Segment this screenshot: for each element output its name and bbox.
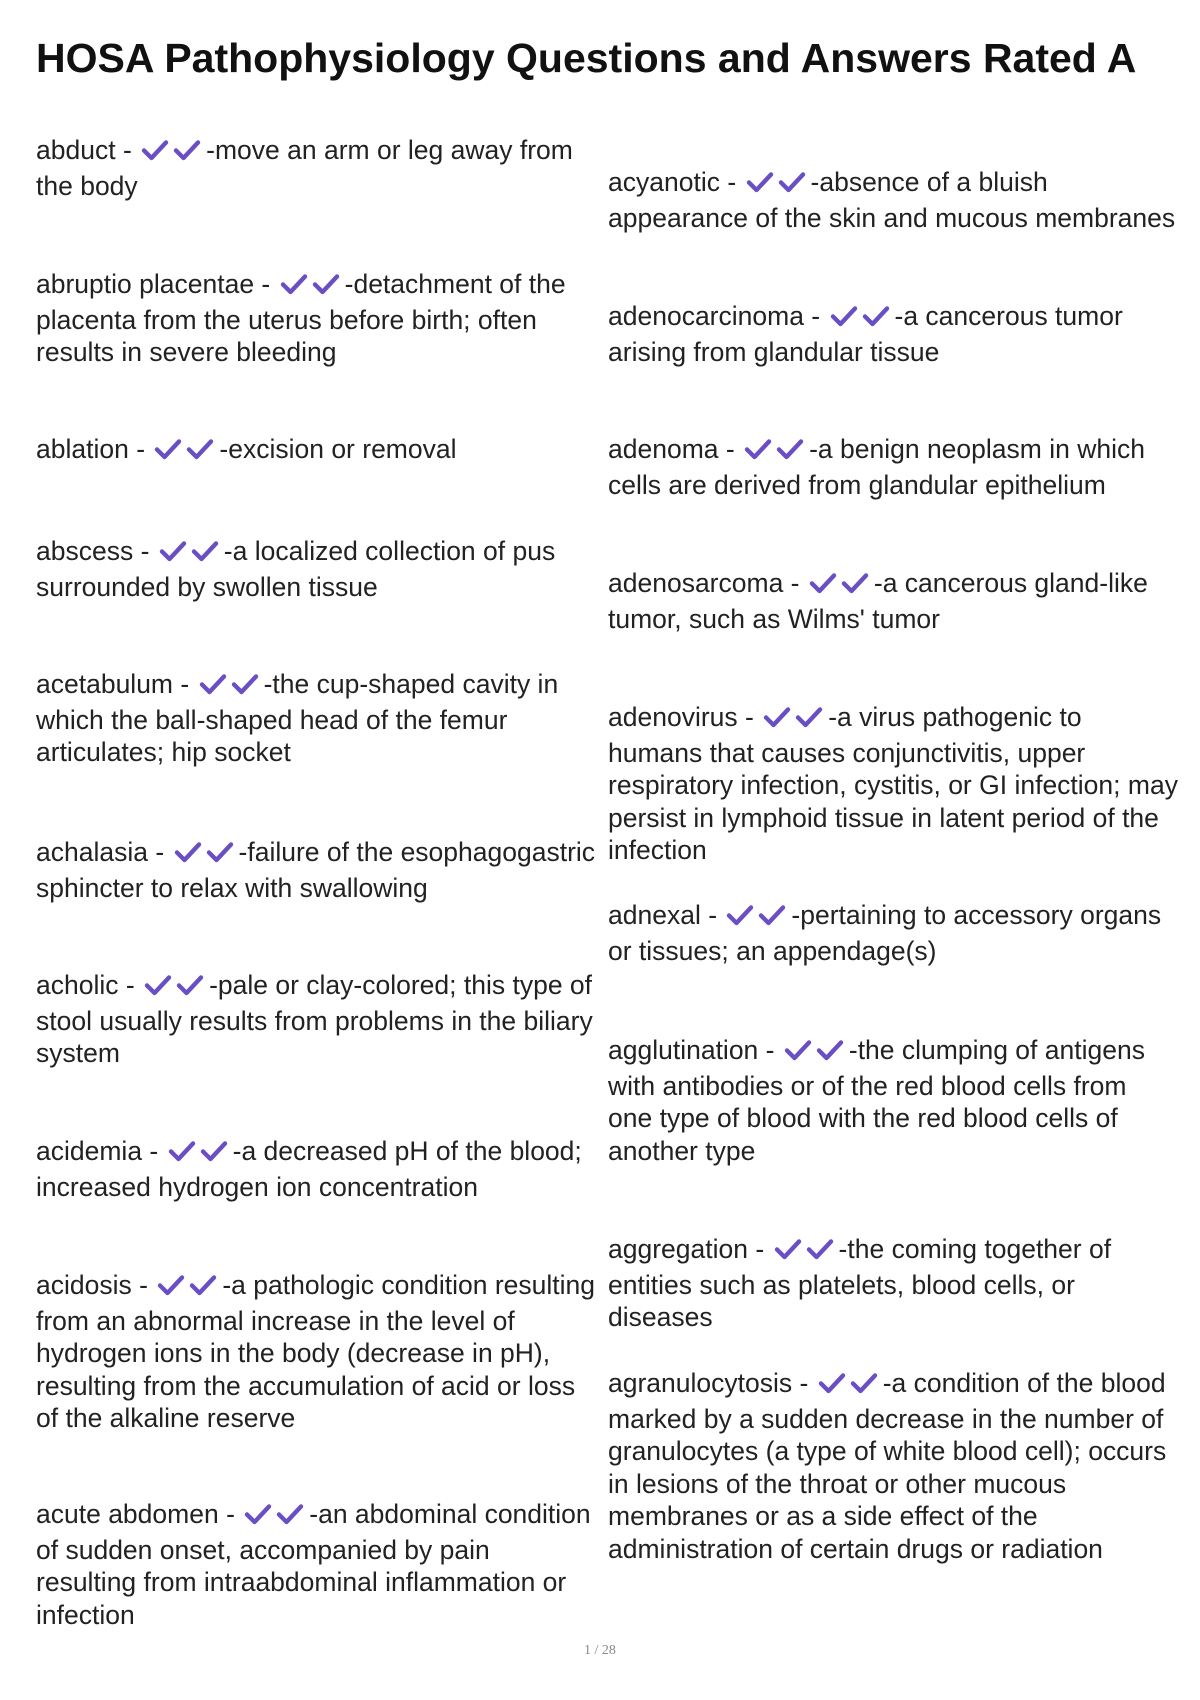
definition: a virus pathogenic to humans that causes conjunctivitis, upper respiratory infection, cystitis, or GI infection; may persist in lymphoid tissue in latent period of the infection bbox=[608, 702, 1178, 865]
term: achalasia bbox=[36, 837, 148, 867]
term: adenosarcoma bbox=[608, 568, 784, 598]
separator: - bbox=[223, 536, 233, 566]
check-icon bbox=[174, 840, 202, 864]
separator: - bbox=[133, 536, 157, 566]
separator: - bbox=[809, 434, 818, 464]
double-check-icon bbox=[159, 538, 223, 571]
list-item bbox=[36, 134, 596, 202]
term: acyanotic bbox=[608, 167, 720, 197]
term: ablation bbox=[36, 434, 129, 464]
double-check-icon bbox=[784, 1037, 848, 1070]
definition: the cup-shaped cavity in which the ball-shaped head of the femur articulates; hip socket bbox=[36, 669, 559, 767]
separator: - bbox=[791, 900, 801, 930]
check-icon bbox=[818, 1371, 846, 1395]
separator: - bbox=[309, 1499, 319, 1529]
double-check-icon bbox=[818, 1370, 882, 1403]
double-check-icon bbox=[174, 839, 238, 872]
double-check-icon bbox=[141, 137, 205, 170]
term: agranulocytosis bbox=[608, 1368, 793, 1398]
separator: - bbox=[828, 702, 838, 732]
check-icon bbox=[806, 1237, 834, 1261]
term: acetabulum bbox=[36, 669, 174, 699]
separator: - bbox=[344, 269, 354, 299]
list-item bbox=[608, 433, 1178, 501]
separator: - bbox=[128, 434, 153, 464]
check-icon bbox=[746, 170, 774, 194]
definition: a benign neoplasm in which cells are derived from glandular epithelium bbox=[608, 434, 1145, 500]
separator: - bbox=[232, 1136, 242, 1166]
check-icon bbox=[231, 672, 259, 696]
check-icon bbox=[176, 973, 204, 997]
double-check-icon bbox=[154, 436, 218, 469]
term: aggregation bbox=[608, 1234, 748, 1264]
double-check-icon bbox=[763, 704, 827, 737]
separator: - bbox=[747, 1234, 772, 1264]
separator: - bbox=[147, 837, 172, 867]
definition: failure of the esophagogastric sphincter to relax with swallowing bbox=[36, 837, 596, 903]
separator: - bbox=[783, 568, 807, 598]
separator: - bbox=[254, 269, 278, 299]
check-icon bbox=[850, 1371, 878, 1395]
list-item bbox=[36, 268, 596, 369]
check-icon bbox=[778, 170, 806, 194]
term: adenoma bbox=[608, 434, 719, 464]
definition: a decreased pH of the blood; increased hydrogen ion concentration bbox=[36, 1136, 582, 1202]
definition: a condition of the blood marked by a sudden decrease in the number of granulocytes (a type of white blood cell); occurs in lesions of the throat or other mucous membranes or as a side effect of the administration of certain drugs or radiation bbox=[608, 1368, 1167, 1564]
separator: - bbox=[792, 1368, 816, 1398]
check-icon bbox=[144, 973, 172, 997]
list-item bbox=[608, 1367, 1178, 1565]
list-item bbox=[608, 899, 1178, 967]
double-check-icon bbox=[144, 972, 208, 1005]
check-icon bbox=[206, 840, 234, 864]
check-icon bbox=[830, 304, 858, 328]
definition: a pathologic condition resulting from an abnormal increase in the level of hydrogen ions in the body (decrease in pH), resulting from the accumulation of acid or loss of the alkaline reserve bbox=[36, 1270, 596, 1433]
check-icon bbox=[795, 705, 823, 729]
list-item bbox=[608, 166, 1178, 234]
check-icon bbox=[157, 1273, 185, 1297]
separator: - bbox=[810, 167, 820, 197]
double-check-icon bbox=[830, 303, 894, 336]
check-icon bbox=[726, 903, 754, 927]
double-check-icon bbox=[168, 1138, 232, 1171]
check-icon bbox=[784, 1038, 812, 1062]
check-icon bbox=[774, 1237, 802, 1261]
term: adenocarcinoma bbox=[608, 301, 804, 331]
separator: - bbox=[142, 1136, 166, 1166]
separator: - bbox=[838, 1234, 848, 1264]
separator: - bbox=[873, 568, 883, 598]
check-icon bbox=[189, 1273, 217, 1297]
check-icon bbox=[776, 437, 804, 461]
list-item bbox=[36, 969, 596, 1070]
double-check-icon bbox=[726, 902, 790, 935]
definition: absence of a bluish appearance of the skin and mucous membranes bbox=[608, 167, 1176, 233]
term: acidosis bbox=[36, 1270, 132, 1300]
separator: - bbox=[894, 301, 904, 331]
separator: - bbox=[222, 1270, 232, 1300]
separator: - bbox=[209, 970, 218, 1000]
check-icon bbox=[862, 304, 890, 328]
check-icon bbox=[154, 437, 182, 461]
separator: - bbox=[173, 669, 197, 699]
term: adenovirus bbox=[608, 702, 738, 732]
definition: an abdominal condition of sudden onset, accompanied by pain resulting from intraabdominal inflammation or infection bbox=[36, 1499, 591, 1630]
separator: - bbox=[218, 1499, 243, 1529]
separator: - bbox=[219, 434, 229, 464]
term: acholic bbox=[36, 970, 119, 1000]
definition: a cancerous tumor arising from glandular tissue bbox=[608, 301, 1123, 367]
check-icon bbox=[816, 1038, 844, 1062]
list-item bbox=[608, 300, 1178, 368]
definition: move an arm or leg away from the body bbox=[36, 135, 573, 201]
separator: - bbox=[758, 1035, 782, 1065]
separator: - bbox=[206, 135, 215, 165]
double-check-icon bbox=[280, 271, 344, 304]
separator: - bbox=[115, 135, 140, 165]
check-icon bbox=[744, 437, 772, 461]
check-icon bbox=[159, 539, 187, 563]
check-icon bbox=[809, 571, 837, 595]
list-item bbox=[608, 1034, 1178, 1167]
check-icon bbox=[841, 571, 869, 595]
double-check-icon bbox=[774, 1236, 838, 1269]
separator: - bbox=[882, 1368, 892, 1398]
list-item bbox=[608, 567, 1178, 635]
definition: a cancerous gland-like tumor, such as Wilms' tumor bbox=[608, 568, 1148, 634]
definition: the clumping of antigens with antibodies or of the red blood cells from one type of blood with the red blood cells of another type bbox=[608, 1035, 1145, 1166]
term: abduct bbox=[36, 135, 116, 165]
double-check-icon bbox=[157, 1272, 221, 1305]
term: acidemia bbox=[36, 1136, 143, 1166]
double-check-icon bbox=[746, 169, 810, 202]
separator: - bbox=[737, 702, 762, 732]
definition: detachment of the placenta from the uterus before birth; often results in severe bleeding bbox=[36, 269, 566, 367]
list-item bbox=[36, 1135, 596, 1203]
separator: - bbox=[263, 669, 273, 699]
term: acute abdomen bbox=[36, 1499, 219, 1529]
list-item bbox=[608, 701, 1178, 867]
term: abruptio placentae bbox=[36, 269, 255, 299]
check-icon bbox=[280, 272, 308, 296]
check-icon bbox=[191, 539, 219, 563]
definition: excision or removal bbox=[228, 434, 457, 464]
page-number: 1 / 28 bbox=[584, 1643, 616, 1658]
check-icon bbox=[200, 1139, 228, 1163]
list-item bbox=[36, 1498, 596, 1631]
separator: - bbox=[848, 1035, 858, 1065]
term: agglutination bbox=[608, 1035, 759, 1065]
definition: pale or clay-colored; this type of stool usually results from problems in the biliary system bbox=[36, 970, 593, 1068]
double-check-icon bbox=[744, 436, 808, 469]
term: adnexal bbox=[608, 900, 701, 930]
separator: - bbox=[700, 900, 725, 930]
separator: - bbox=[719, 167, 744, 197]
check-icon bbox=[244, 1502, 272, 1526]
list-item bbox=[36, 668, 596, 769]
term: abscess bbox=[36, 536, 134, 566]
check-icon bbox=[763, 705, 791, 729]
separator: - bbox=[238, 837, 248, 867]
check-icon bbox=[173, 138, 201, 162]
page-title: HOSA Pathophysiology Questions and Answers Rated A bbox=[36, 35, 1137, 81]
list-item bbox=[608, 1233, 1178, 1334]
check-icon bbox=[141, 138, 169, 162]
check-icon bbox=[276, 1502, 304, 1526]
separator: - bbox=[718, 434, 743, 464]
list-item bbox=[36, 433, 596, 469]
definition: a localized collection of pus surrounded by swollen tissue bbox=[36, 536, 556, 602]
definition: the coming together of entities such as platelets, blood cells, or diseases bbox=[608, 1234, 1112, 1332]
list-item bbox=[36, 836, 596, 904]
double-check-icon bbox=[809, 570, 873, 603]
list-item bbox=[36, 1269, 596, 1435]
check-icon bbox=[312, 272, 340, 296]
double-check-icon bbox=[244, 1501, 308, 1534]
check-icon bbox=[168, 1139, 196, 1163]
check-icon bbox=[758, 903, 786, 927]
check-icon bbox=[199, 672, 227, 696]
check-icon bbox=[186, 437, 214, 461]
list-item bbox=[36, 535, 596, 603]
double-check-icon bbox=[199, 671, 263, 704]
definition: pertaining to accessory organs or tissues; an appendage(s) bbox=[608, 900, 1162, 966]
separator: - bbox=[803, 301, 828, 331]
separator: - bbox=[118, 970, 143, 1000]
separator: - bbox=[131, 1270, 156, 1300]
